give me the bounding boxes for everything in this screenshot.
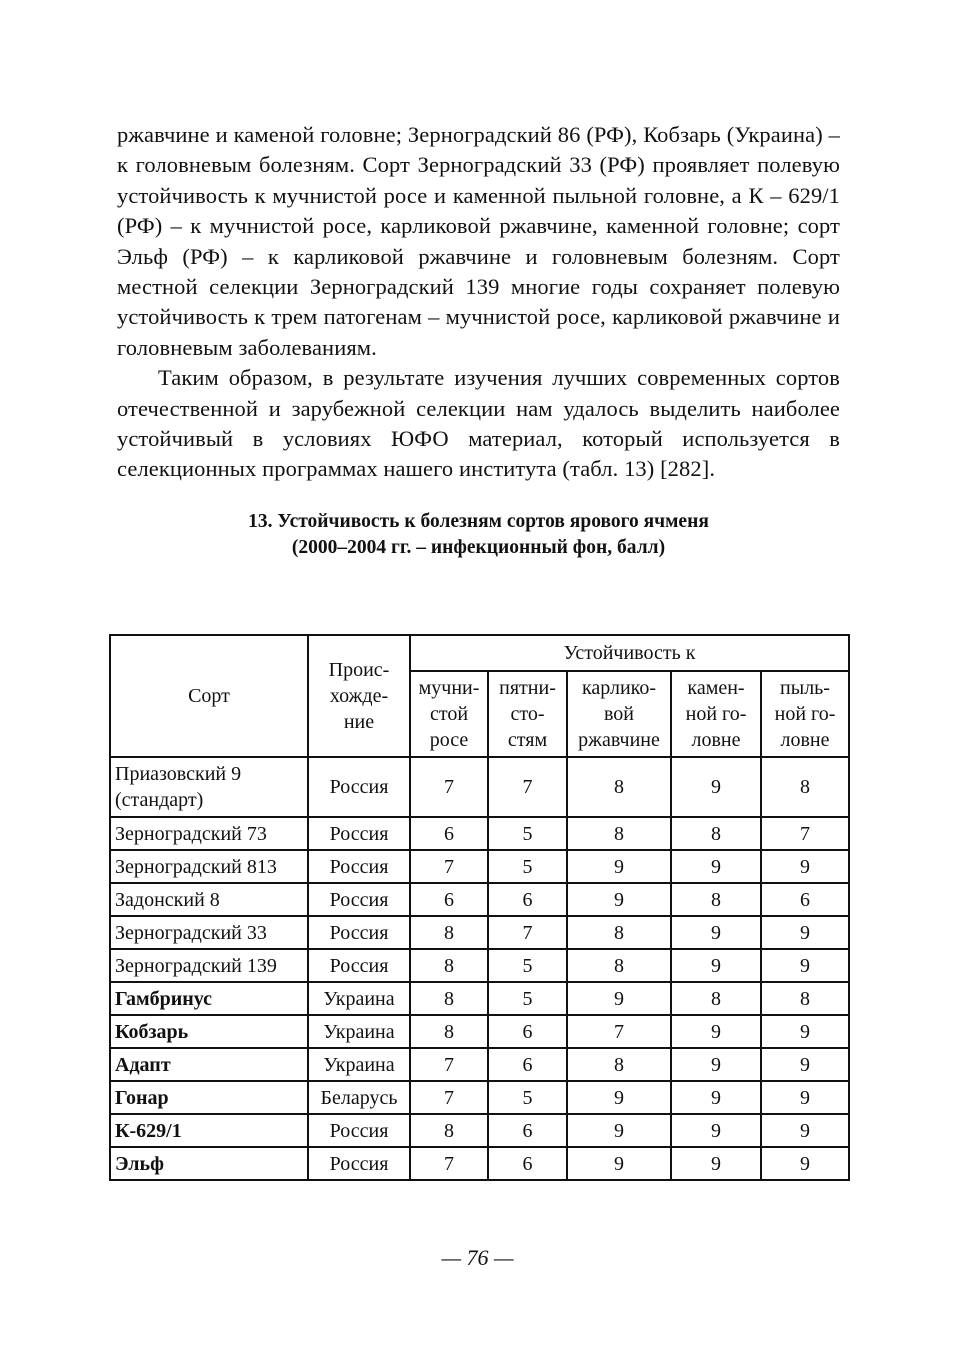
score-cell: 8 [671, 883, 761, 916]
score-cell: 5 [488, 982, 567, 1015]
score-cell: 8 [671, 982, 761, 1015]
score-cell: 6 [410, 817, 488, 850]
score-cell: 9 [567, 1114, 671, 1147]
score-cell: 8 [761, 982, 849, 1015]
score-cell: 9 [761, 949, 849, 982]
header-resistance-group: Устойчивость к [410, 635, 849, 671]
paragraph-2: Таким образом, в результате изучения лучших современных сортов отечественной и зарубежной селекции нам удалось выделить наиболее устойчивый в условиях ЮФО материал, который используется в селекционных программах нашего института (табл. 13) [282]. [117, 365, 840, 482]
table-caption [117, 509, 840, 561]
score-cell: 8 [567, 757, 671, 817]
origin-cell: Россия [308, 817, 410, 850]
variety-cell: Гонар [110, 1081, 308, 1114]
score-cell: 5 [488, 949, 567, 982]
score-cell: 7 [488, 916, 567, 949]
score-cell: 9 [671, 949, 761, 982]
origin-cell: Россия [308, 949, 410, 982]
score-cell: 7 [488, 757, 567, 817]
table-row [110, 982, 849, 1015]
score-cell: 7 [567, 1015, 671, 1048]
score-cell: 9 [761, 1147, 849, 1180]
variety-cell: Задонский 8 [110, 883, 308, 916]
table-row [110, 883, 849, 916]
origin-cell: Россия [308, 1114, 410, 1147]
header-leaf-spots: пятни-сто-стям [488, 671, 567, 757]
score-cell: 9 [567, 1147, 671, 1180]
score-cell: 9 [671, 916, 761, 949]
variety-cell: Приазовский 9 (стандарт) [110, 757, 308, 817]
score-cell: 5 [488, 817, 567, 850]
score-cell: 7 [410, 757, 488, 817]
score-cell: 8 [410, 1015, 488, 1048]
variety-cell: Зерноградский 33 [110, 916, 308, 949]
score-cell: 8 [410, 1114, 488, 1147]
table-row [110, 1048, 849, 1081]
score-cell: 9 [671, 757, 761, 817]
variety-cell: Зерноградский 139 [110, 949, 308, 982]
variety-cell: Зерноградский 813 [110, 850, 308, 883]
score-cell: 9 [761, 1081, 849, 1114]
header-loose-smut: пыль-ной го-ловне [761, 671, 849, 757]
score-cell: 8 [761, 757, 849, 817]
score-cell: 8 [410, 949, 488, 982]
score-cell: 7 [410, 1147, 488, 1180]
paragraph-1: ржавчине и каменой головне; Зерноградский 86 (РФ), Кобзарь (Украина) – к головневым болезням. Сорт Зерноградский 33 (РФ) проявляет полевую устойчивость к мучнистой росе и каменной пыльной головне, а К – 629/1 (РФ) – к мучнистой росе, карликовой ржавчине, каменной головне; сорт Эльф (РФ) – к карликовой ржавчине и головневым болезням. Сорт местной селекции Зерноградский 139 многие годы сохраняет полевую устойчивость к трем патогенам – мучнистой росе, карликовой ржавчине и головневым заболеваниям. [117, 122, 840, 360]
origin-cell: Украина [308, 1015, 410, 1048]
score-cell: 7 [410, 850, 488, 883]
table-row [110, 916, 849, 949]
table-body [110, 757, 849, 1180]
score-cell: 9 [671, 1048, 761, 1081]
score-cell: 6 [761, 883, 849, 916]
score-cell: 5 [488, 1081, 567, 1114]
table-row [110, 1114, 849, 1147]
origin-cell: Украина [308, 1048, 410, 1081]
score-cell: 9 [761, 1015, 849, 1048]
score-cell: 7 [410, 1048, 488, 1081]
score-cell: 9 [671, 850, 761, 883]
table-row [110, 757, 849, 817]
score-cell: 9 [567, 982, 671, 1015]
text-block [117, 120, 840, 561]
score-cell: 8 [567, 817, 671, 850]
origin-cell: Беларусь [308, 1081, 410, 1114]
table-row [110, 1147, 849, 1180]
header-origin: Проис-хожде-ние [308, 635, 410, 757]
score-cell: 9 [567, 850, 671, 883]
table-caption-line-2: (2000–2004 гг. – инфекционный фон, балл) [291, 536, 666, 558]
score-cell: 9 [761, 1114, 849, 1147]
score-cell: 6 [488, 1015, 567, 1048]
table-row [110, 850, 849, 883]
score-cell: 8 [410, 916, 488, 949]
score-cell: 9 [671, 1114, 761, 1147]
score-cell: 9 [761, 850, 849, 883]
score-cell: 6 [488, 1048, 567, 1081]
score-cell: 8 [567, 949, 671, 982]
origin-cell: Россия [308, 850, 410, 883]
table-row [110, 949, 849, 982]
score-cell: 9 [671, 1081, 761, 1114]
score-cell: 7 [410, 1081, 488, 1114]
table-row [110, 817, 849, 850]
origin-cell: Россия [308, 916, 410, 949]
score-cell: 8 [671, 817, 761, 850]
variety-cell: Гамбринус [110, 982, 308, 1015]
score-cell: 8 [567, 916, 671, 949]
page-number: — 76 — [441, 1245, 514, 1270]
header-dwarf-rust: карлико-вой ржавчине [567, 671, 671, 757]
origin-cell: Россия [308, 883, 410, 916]
score-cell: 9 [567, 883, 671, 916]
score-cell: 9 [671, 1015, 761, 1048]
variety-cell: Кобзарь [110, 1015, 308, 1048]
score-cell: 8 [410, 982, 488, 1015]
table-caption-line-1: 13. Устойчивость к болезням сортов ярового ячменя [248, 510, 709, 532]
variety-cell: Зерноградский 73 [110, 817, 308, 850]
score-cell: 8 [567, 1048, 671, 1081]
origin-cell: Россия [308, 1147, 410, 1180]
score-cell: 6 [410, 883, 488, 916]
origin-cell: Россия [308, 757, 410, 817]
header-variety: Сорт [110, 635, 308, 757]
score-cell: 9 [567, 1081, 671, 1114]
header-covered-smut: камен-ной го-ловне [671, 671, 761, 757]
score-cell: 9 [671, 1147, 761, 1180]
table-header-row-1 [110, 635, 849, 671]
table-row [110, 1015, 849, 1048]
origin-cell: Украина [308, 982, 410, 1015]
score-cell: 5 [488, 850, 567, 883]
score-cell: 7 [761, 817, 849, 850]
resistance-table [109, 634, 850, 1181]
score-cell: 6 [488, 1114, 567, 1147]
header-powdery-mildew: мучни-стой росе [410, 671, 488, 757]
variety-cell: Адапт [110, 1048, 308, 1081]
score-cell: 9 [761, 1048, 849, 1081]
variety-cell: Эльф [110, 1147, 308, 1180]
score-cell: 6 [488, 883, 567, 916]
variety-cell: К-629/1 [110, 1114, 308, 1147]
score-cell: 6 [488, 1147, 567, 1180]
score-cell: 9 [761, 916, 849, 949]
table-row [110, 1081, 849, 1114]
